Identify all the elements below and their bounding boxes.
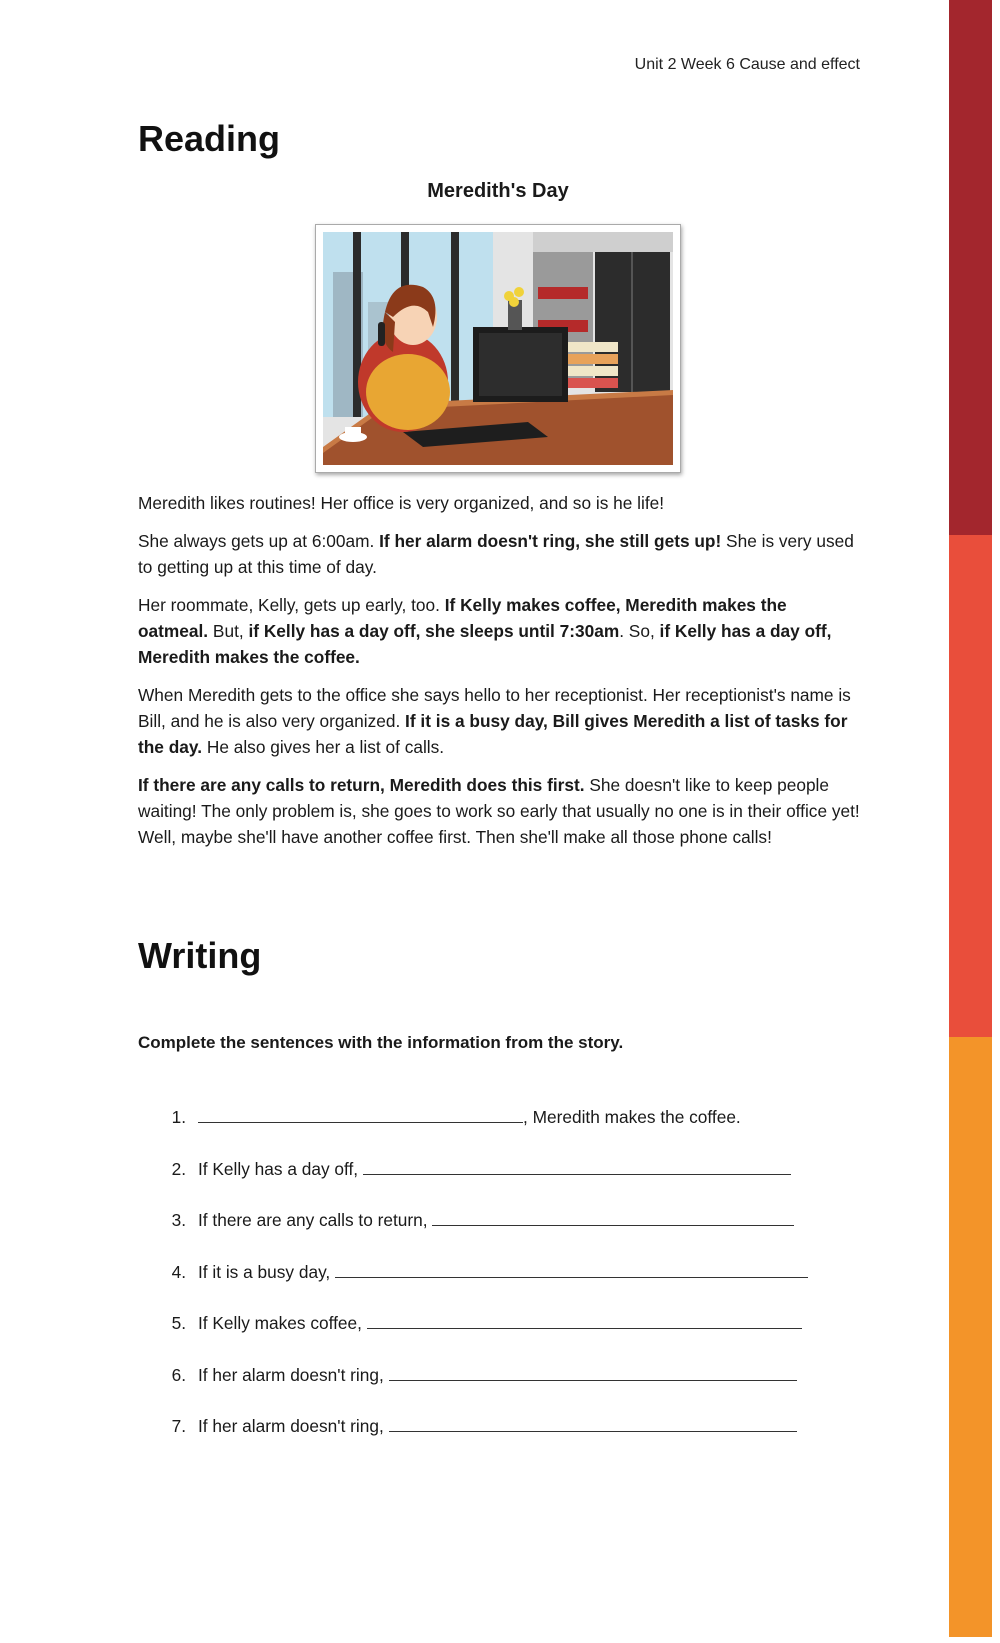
story-bold-text: if Kelly has a day off, Meredith makes the coffee.: [138, 621, 832, 667]
item-number: 4.: [171, 1261, 186, 1282]
item-number: 2.: [171, 1158, 186, 1179]
story-text-run: When Meredith gets to the office she says hello to her receptionist. Her receptionist's name is Bill, and he is also very organized.: [138, 685, 851, 731]
exercise-item: [138, 1261, 878, 1313]
story-paragraph: [138, 490, 860, 516]
writing-heading: Writing: [138, 935, 262, 976]
item-number: 6.: [171, 1364, 186, 1385]
story-text-run: But,: [208, 621, 249, 641]
exercise-item: [138, 1364, 878, 1416]
exercise-item: [138, 1209, 878, 1261]
story-paragraph: [138, 528, 860, 580]
item-prompt: If Kelly has a day off,: [198, 1158, 363, 1179]
item-number: 5.: [171, 1313, 186, 1333]
side-bar-top: [949, 0, 992, 535]
story-bold-text: if Kelly has a day off, she sleeps until 7:30am: [248, 621, 620, 641]
item-number: 7.: [171, 1416, 186, 1436]
item-number: 1.: [171, 1107, 186, 1127]
story-bold-text: If there are any calls to return, Meredith does this first.: [138, 775, 585, 795]
exercise-list: [138, 1106, 878, 1467]
story-bold-text: If it is a busy day, Bill gives Meredith a list of tasks for the day.: [138, 711, 848, 757]
story-text: [138, 490, 860, 862]
story-bold-text: If Kelly makes coffee, Meredith makes the oatmeal.: [138, 595, 787, 641]
story-paragraph: [138, 682, 860, 760]
item-prompt: If her alarm doesn't ring,: [198, 1364, 389, 1385]
reading-heading: Reading: [138, 118, 281, 159]
answer-blank[interactable]: [432, 1209, 794, 1226]
answer-blank[interactable]: [198, 1106, 523, 1123]
answer-blank[interactable]: [389, 1364, 797, 1381]
item-prompt: , Meredith makes the coffee.: [523, 1107, 741, 1127]
answer-blank[interactable]: [363, 1158, 791, 1175]
instructions: Complete the sentences with the information from the story.: [138, 1033, 624, 1052]
side-bar-middle: [949, 535, 992, 1037]
exercise-item: [138, 1415, 878, 1467]
story-bold-text: If her alarm doesn't ring, she still gets up!: [379, 531, 722, 551]
exercise-item: [138, 1158, 878, 1210]
item-prompt: If Kelly makes coffee,: [198, 1313, 367, 1333]
story-text-run: Meredith likes routines! Her office is very organized, and so is he life!: [138, 493, 665, 513]
item-prompt: If it is a busy day,: [198, 1261, 336, 1282]
item-number: 3.: [171, 1210, 186, 1230]
exercise-item: [138, 1312, 878, 1364]
answer-blank[interactable]: [367, 1312, 802, 1329]
story-title: Meredith's Day: [427, 180, 569, 202]
story-text-run: She doesn't like to keep people waiting! The only problem is, she goes to work so early that usually no one is in their office yet! Well, maybe she'll have another coffee first. Then she'll make all those phone calls!: [138, 775, 860, 847]
exercise-item: [138, 1106, 878, 1158]
story-text-run: Her roommate, Kelly, gets up early, too.: [138, 595, 445, 615]
answer-blank[interactable]: [389, 1415, 797, 1432]
story-text-run: He also gives her a list of calls.: [202, 737, 445, 757]
story-text-run: . So,: [619, 621, 660, 641]
story-text-run: She is very used to getting up at this time of day.: [138, 531, 854, 577]
story-text-run: She always gets up at 6:00am.: [138, 531, 380, 551]
side-bar-bottom: [949, 1037, 992, 1637]
office-woman-illustration: [315, 224, 681, 473]
item-prompt: If there are any calls to return,: [198, 1210, 433, 1230]
item-prompt: If her alarm doesn't ring,: [198, 1416, 389, 1436]
unit-header: Unit 2 Week 6 Cause and effect: [634, 56, 860, 73]
story-paragraph: [138, 592, 860, 670]
story-paragraph: [138, 772, 860, 850]
answer-blank[interactable]: [335, 1261, 808, 1278]
